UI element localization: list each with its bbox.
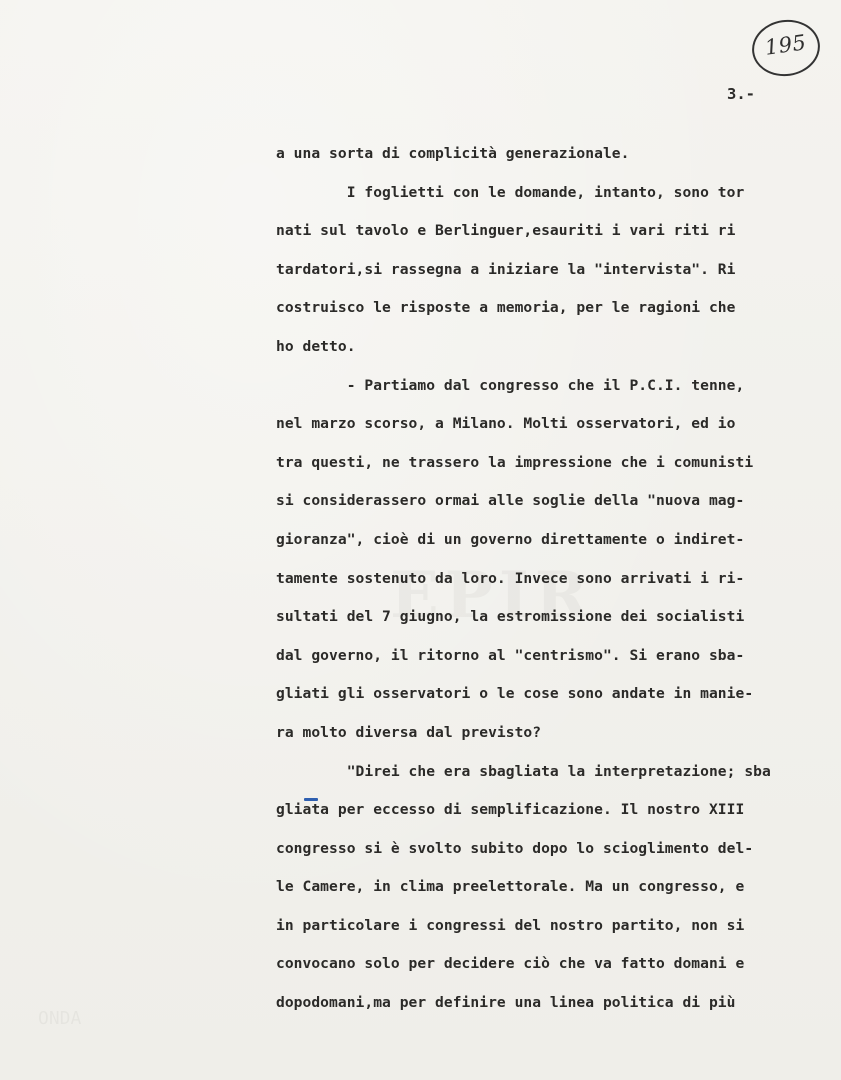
text-line: tardatori,si rassegna a iniziare la "intervista". Ri <box>276 260 736 278</box>
text-line: ra molto diversa dal previsto? <box>276 723 542 741</box>
text-line: nel marzo scorso, a Milano. Molti osservatori, ed io <box>276 415 736 433</box>
archive-number: 195 <box>763 30 808 60</box>
page-number: 3.- <box>727 85 755 103</box>
text-line: ho detto. <box>276 337 356 355</box>
text-line: nati sul tavolo e Berlinguer,esauriti i vari riti ri <box>276 222 736 240</box>
handwritten-dash-mark <box>304 798 318 801</box>
text-line: gliata per eccesso di semplificazione. Il nostro XIII <box>276 801 745 819</box>
text-line: le Camere, in clima preelettorale. Ma un congresso, e <box>276 878 745 896</box>
bleed-through-mark-small <box>38 1008 81 1029</box>
text-line: tra questi, ne trassero la impressione che i comunisti <box>276 453 754 471</box>
text-line: gliati gli osservatori o le cose sono andate in manie- <box>276 685 754 703</box>
text-line: I foglietti con le domande, intanto, sono tor <box>276 183 745 201</box>
text-line: sultati del 7 giugno, la estromissione dei socialisti <box>276 608 745 626</box>
text-line: congresso si è svolto subito dopo lo scioglimento del- <box>276 839 754 857</box>
text-line: gioranza", cioè di un governo direttamente o indiret- <box>276 530 745 548</box>
text-line: "Direi che era sbagliata la interpretazione; sba <box>276 762 771 780</box>
text-line: convocano solo per decidere ciò che va fatto domani e <box>276 955 745 973</box>
text-line: - Partiamo dal congresso che il P.C.I. tenne, <box>276 376 745 394</box>
text-line: in particolare i congressi del nostro partito, non si <box>276 916 745 934</box>
text-line: tamente sostenuto da loro. Invece sono arrivati i ri- <box>276 569 745 587</box>
text-line: a una sorta di complicità generazionale. <box>276 145 630 162</box>
text-line: si considerassero ormai alle soglie della "nuova mag- <box>276 492 745 510</box>
archive-number-stamp <box>748 16 823 81</box>
text-line: dal governo, il ritorno al "centrismo". Si erano sba- <box>276 646 745 664</box>
text-line: dopodomani,ma per definire una linea politica di più <box>276 994 736 1012</box>
text-line: costruisco le risposte a memoria, per le ragioni che <box>276 299 736 317</box>
typed-text-block <box>276 142 816 1030</box>
